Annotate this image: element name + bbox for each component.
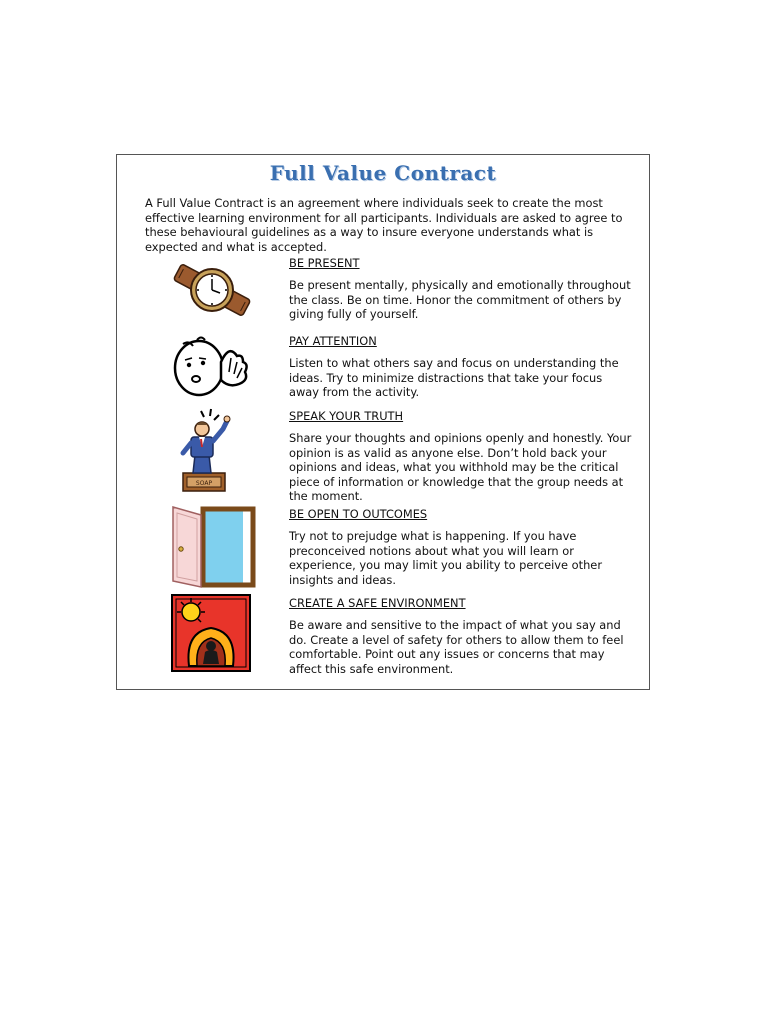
guideline-body: Try not to prejudge what is happening. If you have preconceived notions about what you will learn or experience, you may limit you ability to perceive other insights and ideas. xyxy=(289,529,602,587)
guideline-body: Be aware and sensitive to the impact of what you say and do. Create a level of safety for others to allow them to feel comfortable. Point out any issues or concerns that may affect this safe environment. xyxy=(289,618,624,676)
guideline-heading: BE PRESENT xyxy=(289,256,360,270)
guideline-body: Be present mentally, physically and emotionally throughout the class. Be on time. Honor the commitment of others by giving fully of yourself. xyxy=(289,278,631,322)
speaker-on-soapbox-icon xyxy=(173,407,243,499)
document-title: Full Value Contract xyxy=(269,161,497,185)
guideline-body: Listen to what others say and focus on understanding the ideas. Try to minimize distractions that take your focus away from the activity. xyxy=(289,356,619,400)
intro-paragraph: A Full Value Contract is an agreement where individuals seek to create the most effective learning environment for all participants. Individuals are asked to agree to these behavioural guidelines as a way to insure everyone understands what is expected and what is accepted. xyxy=(145,196,623,254)
guideline-heading: CREATE A SAFE ENVIRONMENT xyxy=(289,596,466,610)
open-door-icon xyxy=(167,503,257,593)
guideline-heading: SPEAK YOUR TRUTH xyxy=(289,409,404,423)
contract-sheet xyxy=(116,154,650,690)
svg-text:SOAP: SOAP xyxy=(195,480,213,487)
listening-face-icon xyxy=(169,332,257,404)
guideline-heading: BE OPEN TO OUTCOMES xyxy=(289,507,428,521)
wristwatch-icon xyxy=(167,256,257,328)
guideline-heading: PAY ATTENTION xyxy=(289,334,377,348)
guideline-body: Share your thoughts and opinions openly and honestly. Your opinion is as valid as anyone else. Don’t hold back your opinions and ideas, what you withhold may be the critical piece of information or knowledge that the group needs at the moment. xyxy=(289,431,632,504)
sun-and-shelter-icon xyxy=(171,594,251,676)
